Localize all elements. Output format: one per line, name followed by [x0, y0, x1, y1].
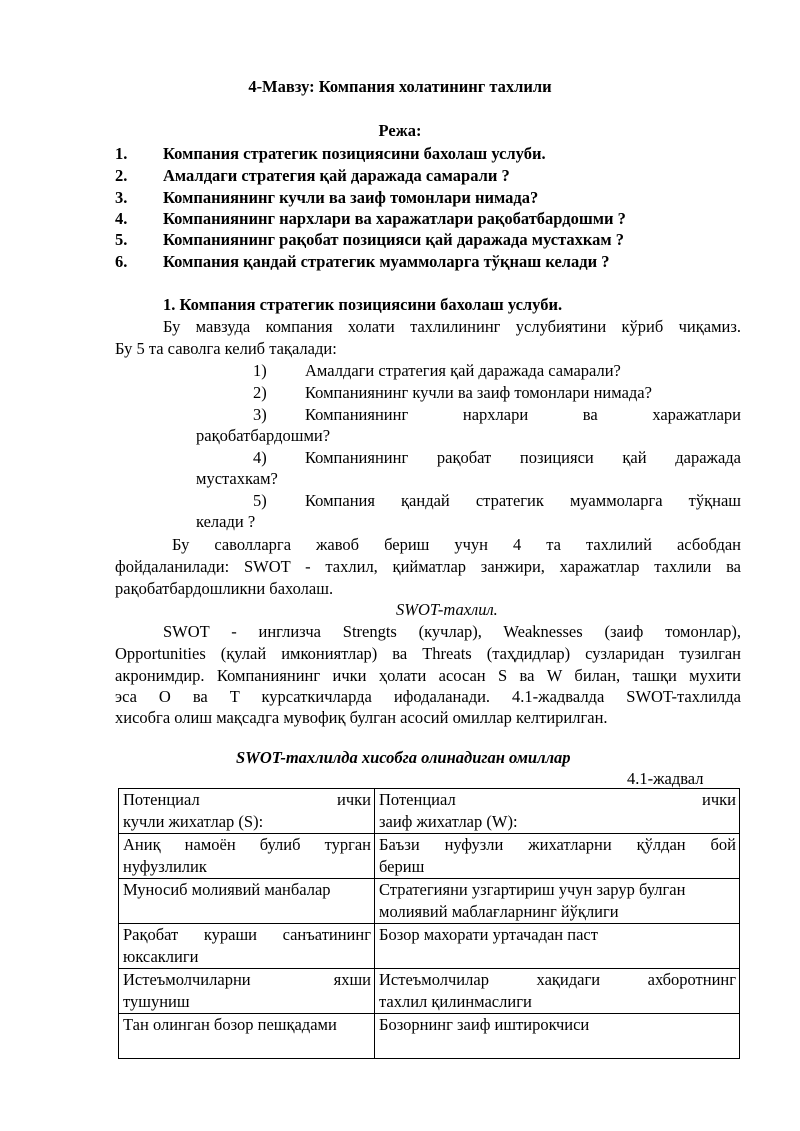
strength-cell: Потенциал ички кучли жихатлар (S): [119, 789, 375, 834]
weakness-cell: Бозорнинг заиф иштирокчиси [375, 1014, 740, 1059]
plan-item-text: Компания стратегик позициясини бахолаш услуби. [163, 144, 546, 163]
question-number: 2) [253, 383, 267, 402]
table-row [119, 789, 740, 834]
plan-item-number: 3. [115, 188, 128, 207]
strength-cell: Тан олинган бозор пешқадами [119, 1014, 375, 1059]
swot-paragraph-line: SWOT - инглизча Strengts (кучлар), Weaknesses (заиф томонлар), [163, 622, 741, 641]
swot-paragraph-line: Opportunities (қулай имкониятлар) ва Threats (таҳдидлар) сузларидан тузилган [115, 644, 741, 663]
question-text: Компаниянинг нархлари ва харажатлари [305, 405, 741, 424]
plan-item-text: Компания қандай стратегик муаммоларга тўқнаш келади ? [163, 252, 610, 271]
question-number: 5) [253, 491, 267, 510]
table-caption: SWOT-тахлилда хисобга олинадиган омиллар [236, 748, 571, 767]
table-row [119, 924, 740, 969]
section-heading: 1. Компания стратегик позициясини бахолаш услуби. [163, 295, 563, 314]
plan-item-text: Амалдаги стратегия қай даражада самарали ? [163, 166, 510, 185]
question-text-continuation: рақобатбардошми? [196, 426, 331, 445]
table-row [119, 969, 740, 1014]
question-text: Компаниянинг кучли ва заиф томонлари нимада? [305, 383, 652, 402]
swot-paragraph-line: хисобга олиш мақсадга мувофиқ булган асосий омиллар келтирилган. [115, 708, 608, 727]
tools-paragraph-line: фойдаланилади: SWOT - тахлил, қийматлар занжири, харажатлар тахлили ва [115, 557, 741, 576]
tools-paragraph-line: рақобатбардошликни бахолаш. [115, 579, 334, 598]
weakness-cell: Истеъмолчилар хақидаги ахборотнинг тахлил қилинмаслиги [375, 969, 740, 1014]
page-title: 4-Мавзу: Компания холатининг тахлили [248, 77, 552, 96]
strength-cell: Рақобат кураши санъатининг юксаклиги [119, 924, 375, 969]
question-text-continuation: келади ? [196, 512, 256, 531]
intro-line: Бу 5 та саволга келиб тақалади: [115, 339, 337, 358]
strength-cell: Муносиб молиявий манбалар [119, 879, 375, 924]
question-text: Компания қандай стратегик муаммоларга тўқнаш [305, 491, 741, 510]
swot-table [118, 788, 740, 1059]
plan-item-text: Компаниянинг нархлари ва харажатлари рақобатбардошми ? [163, 209, 626, 228]
plan-item-text: Компаниянинг рақобат позицияси қай даражада мустахкам ? [163, 230, 625, 249]
swot-subheading: SWOT-тахлил. [396, 600, 498, 619]
tools-paragraph-line: Бу саволларга жавоб бериш учун 4 та тахлилий асбобдан [172, 535, 741, 554]
strength-cell: Аниқ намоён булиб турган нуфузлилик [119, 834, 375, 879]
swot-paragraph-line: эса O ва T курсаткичларда ифодаланади. 4.1-жадвалда SWOT-тахлилда [115, 687, 741, 706]
table-number: 4.1-жадвал [627, 769, 704, 788]
question-text: Компаниянинг рақобат позицияси қай даражада [305, 448, 741, 467]
weakness-cell: Баъзи нуфузли жихатларни қўлдан бой бериш [375, 834, 740, 879]
weakness-cell: Бозор махорати уртачадан паст [375, 924, 740, 969]
table-row [119, 879, 740, 924]
plan-item-text: Компаниянинг кучли ва заиф томонлари нимада? [163, 188, 539, 207]
swot-paragraph-line: акронимдир. Компаниянинг ички ҳолати асосан S ва W билан, ташқи мухити [115, 666, 741, 685]
question-number: 1) [253, 361, 267, 380]
table-row [119, 1014, 740, 1059]
question-number: 4) [253, 448, 267, 467]
intro-line: Бу мавзуда компания холати тахлилининг услубиятини кўриб чиқамиз. [163, 317, 741, 336]
plan-item-number: 4. [115, 209, 128, 228]
weakness-cell: Потенциал ички заиф жихатлар (W): [375, 789, 740, 834]
weakness-cell: Стратегияни узгартириш учун зарур булган молиявий маблағларнинг йўқлиги [375, 879, 740, 924]
plan-item-number: 1. [115, 144, 128, 163]
question-text: Амалдаги стратегия қай даражада самарали? [305, 361, 621, 380]
plan-heading: Режа: [378, 121, 422, 140]
question-text-continuation: мустахкам? [196, 469, 278, 488]
plan-item-number: 2. [115, 166, 128, 185]
question-number: 3) [253, 405, 267, 424]
strength-cell: Истеъмолчиларни яхши тушуниш [119, 969, 375, 1014]
table-row [119, 834, 740, 879]
plan-item-number: 5. [115, 230, 128, 249]
plan-item-number: 6. [115, 252, 128, 271]
